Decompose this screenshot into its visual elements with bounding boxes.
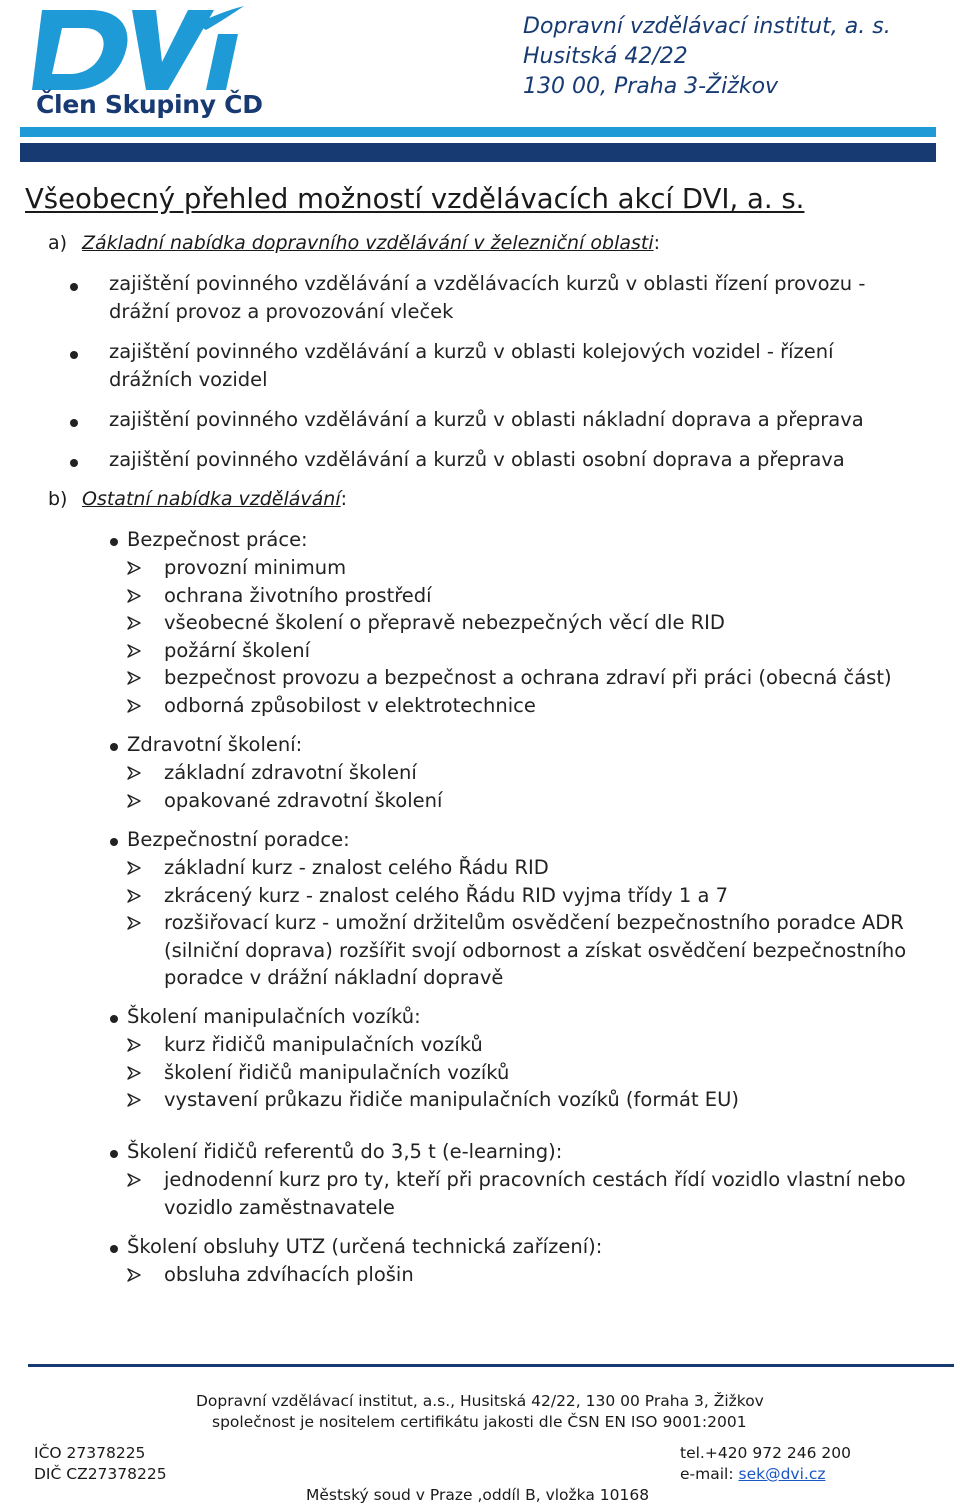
- course-item: [0, 854, 924, 882]
- footer-ico: IČO 27378225: [34, 1444, 146, 1462]
- course-item: [0, 1031, 924, 1059]
- arrow-bullet-icon: [127, 889, 141, 903]
- arrow-bullet-icon: [127, 1173, 141, 1187]
- logo-subtitle: Člen Skupiny ČD: [36, 90, 263, 119]
- footer-address: Dopravní vzdělávací institut, a.s., Husitská 42/22, 130 00 Praha 3, Žižkov: [196, 1392, 764, 1410]
- course-group-title: [0, 1233, 924, 1261]
- group-title-text: Bezpečnost práce:: [127, 528, 308, 551]
- email-link[interactable]: sek@dvi.cz: [738, 1465, 826, 1483]
- course-item: [0, 882, 924, 910]
- course-item: [0, 1261, 924, 1289]
- section-b-letter: b): [48, 488, 68, 510]
- course-item-text: provozní minimum: [164, 556, 347, 579]
- arrow-bullet-icon: [127, 699, 141, 713]
- section-b-title: Ostatní nabídka vzdělávání: [82, 488, 341, 510]
- course-item: [0, 1059, 924, 1087]
- bullet-icon: [110, 1015, 118, 1023]
- arrow-bullet-icon: [127, 861, 141, 875]
- footer-divider: [28, 1364, 954, 1367]
- bullet-icon: [70, 419, 78, 427]
- course-group-drivers: [0, 1138, 924, 1221]
- course-group-utz: [0, 1233, 924, 1289]
- course-group-safety-advisor: [0, 826, 924, 992]
- email-label: e-mail:: [680, 1465, 739, 1483]
- course-item: [0, 1166, 924, 1221]
- list-item-text: zajištění povinného vzdělávání a kurzů v oblasti osobní doprava a přeprava: [109, 448, 845, 471]
- course-item-text: ochrana životního prostředí: [164, 583, 432, 607]
- course-item-text: školení řidičů manipulačních vozíků: [164, 1060, 510, 1084]
- group-title-text: Zdravotní školení:: [127, 733, 303, 756]
- arrow-bullet-icon: [127, 644, 141, 658]
- list-item: [0, 270, 899, 326]
- course-group-forklifts: [0, 1003, 924, 1114]
- course-item: [0, 637, 924, 665]
- bullet-icon: [70, 459, 78, 467]
- arrow-bullet-icon: [127, 1038, 141, 1052]
- course-item-text: všeobecné školení o přepravě nebezpečných věcí dle RID: [164, 611, 725, 634]
- document-title: Všeobecný přehled možností vzdělávacích akcí DVI, a. s.: [25, 183, 805, 215]
- course-group-title: [0, 1003, 924, 1031]
- bullet-icon: [110, 1245, 118, 1253]
- bullet-icon: [110, 1150, 118, 1158]
- section-a-heading: [48, 232, 660, 254]
- course-item-text: vystavení průkazu řidiče manipulačních vozíků (formát EU): [164, 1088, 739, 1111]
- course-item: [0, 664, 924, 692]
- list-item: [0, 446, 899, 474]
- group-title-text: Bezpečnostní poradce:: [127, 828, 350, 851]
- course-item-text: zkrácený kurz - znalost celého Řádu RID vyjma třídy 1 a 7: [164, 883, 729, 907]
- footer-certificate: společnost je nositelem certifikátu jakosti dle ČSN EN ISO 9001:2001: [212, 1413, 747, 1431]
- course-group-title: [0, 731, 924, 759]
- section-b-colon: :: [340, 488, 348, 510]
- course-group-health: [0, 731, 924, 814]
- list-item-text: zajištění povinného vzdělávání a kurzů v oblasti nákladní doprava a přeprava: [109, 408, 864, 431]
- section-a-colon: :: [653, 232, 661, 254]
- course-item-text: základní kurz - znalost celého Řádu RID: [164, 856, 549, 879]
- arrow-bullet-icon: [127, 1066, 141, 1080]
- course-item-text: bezpečnost provozu a bezpečnost a ochrana zdraví při práci (obecná část): [164, 666, 892, 689]
- group-title-text: Školení obsluhy UTZ (určená technická zařízení):: [127, 1235, 603, 1258]
- organization-address: [523, 12, 891, 102]
- course-item: [0, 582, 924, 610]
- course-group-title: [0, 526, 924, 554]
- header-bar-dark: [20, 143, 936, 162]
- course-group-safety: [0, 526, 924, 719]
- org-street: Husitská 42/22: [523, 44, 688, 69]
- arrow-bullet-icon: [127, 589, 141, 603]
- arrow-bullet-icon: [127, 766, 141, 780]
- course-item: [0, 787, 924, 815]
- list-item-text: zajištění povinného vzdělávání a vzdělávacích kurzů v oblasti řízení provozu - drážní provoz a provozování vleček: [109, 272, 866, 323]
- course-item: [0, 759, 924, 787]
- course-item: [0, 609, 924, 637]
- footer-email: [680, 1465, 826, 1483]
- course-item-text: kurz řidičů manipulačních vozíků: [164, 1033, 483, 1056]
- arrow-bullet-icon: [127, 794, 141, 808]
- course-item-text: jednodenní kurz pro ty, kteří při pracovních cestách řídí vozidlo vlastní nebo vozidlo zaměstnavatele: [164, 1168, 906, 1219]
- header-bar-light: [20, 127, 936, 137]
- group-title-text: Školení řidičů referentů do 3,5 t (e-learning):: [127, 1140, 563, 1163]
- list-item-text: zajištění povinného vzdělávání a kurzů v oblasti kolejových vozidel - řízení drážních vozidel: [109, 340, 834, 391]
- section-a-title: Základní nabídka dopravního vzdělávání v železniční oblasti: [82, 232, 654, 254]
- arrow-bullet-icon: [127, 1093, 141, 1107]
- arrow-bullet-icon: [127, 916, 141, 930]
- bullet-icon: [70, 351, 78, 359]
- arrow-bullet-icon: [127, 561, 141, 575]
- list-item: [0, 338, 899, 394]
- course-item-text: rozšiřovací kurz - umožní držitelům osvědčení bezpečnostního poradce ADR (silniční doprava) rozšířit svojí odbornost a získat osvědčení bezpečnostního poradce v drážní nákladní dopravě: [164, 911, 907, 989]
- section-a-letter: a): [48, 232, 68, 254]
- section-b-heading: [48, 488, 347, 510]
- course-item-text: odborná způsobilost v elektrotechnice: [164, 693, 536, 717]
- group-title-text: Školení manipulačních vozíků:: [127, 1005, 421, 1028]
- list-item: [0, 406, 899, 434]
- org-name: Dopravní vzdělávací institut, a. s.: [523, 14, 891, 39]
- course-group-title: [0, 1138, 924, 1166]
- course-group-title: [0, 826, 924, 854]
- footer-court-registration: Městský soud v Praze ,oddíl B, vložka 10168: [306, 1486, 650, 1504]
- org-city: 130 00, Praha 3-Žižkov: [523, 74, 779, 99]
- arrow-bullet-icon: [127, 616, 141, 630]
- bullet-icon: [110, 743, 118, 751]
- bullet-icon: [110, 838, 118, 846]
- course-item-text: požární školení: [164, 638, 311, 662]
- course-item-text: základní zdravotní školení: [164, 761, 417, 784]
- bullet-icon: [110, 538, 118, 546]
- course-item: [0, 692, 924, 720]
- course-item-text: obsluha zdvíhacích plošin: [164, 1263, 414, 1286]
- course-item: [0, 1086, 924, 1114]
- bullet-icon: [70, 283, 78, 291]
- arrow-bullet-icon: [127, 1268, 141, 1282]
- section-a-list: [0, 270, 899, 474]
- course-item: [0, 909, 924, 992]
- footer-dic: DIČ CZ27378225: [34, 1465, 167, 1483]
- course-item-text: opakované zdravotní školení: [164, 788, 443, 812]
- arrow-bullet-icon: [127, 671, 141, 685]
- footer-phone: tel.+420 972 246 200: [680, 1444, 851, 1462]
- course-item: [0, 554, 924, 582]
